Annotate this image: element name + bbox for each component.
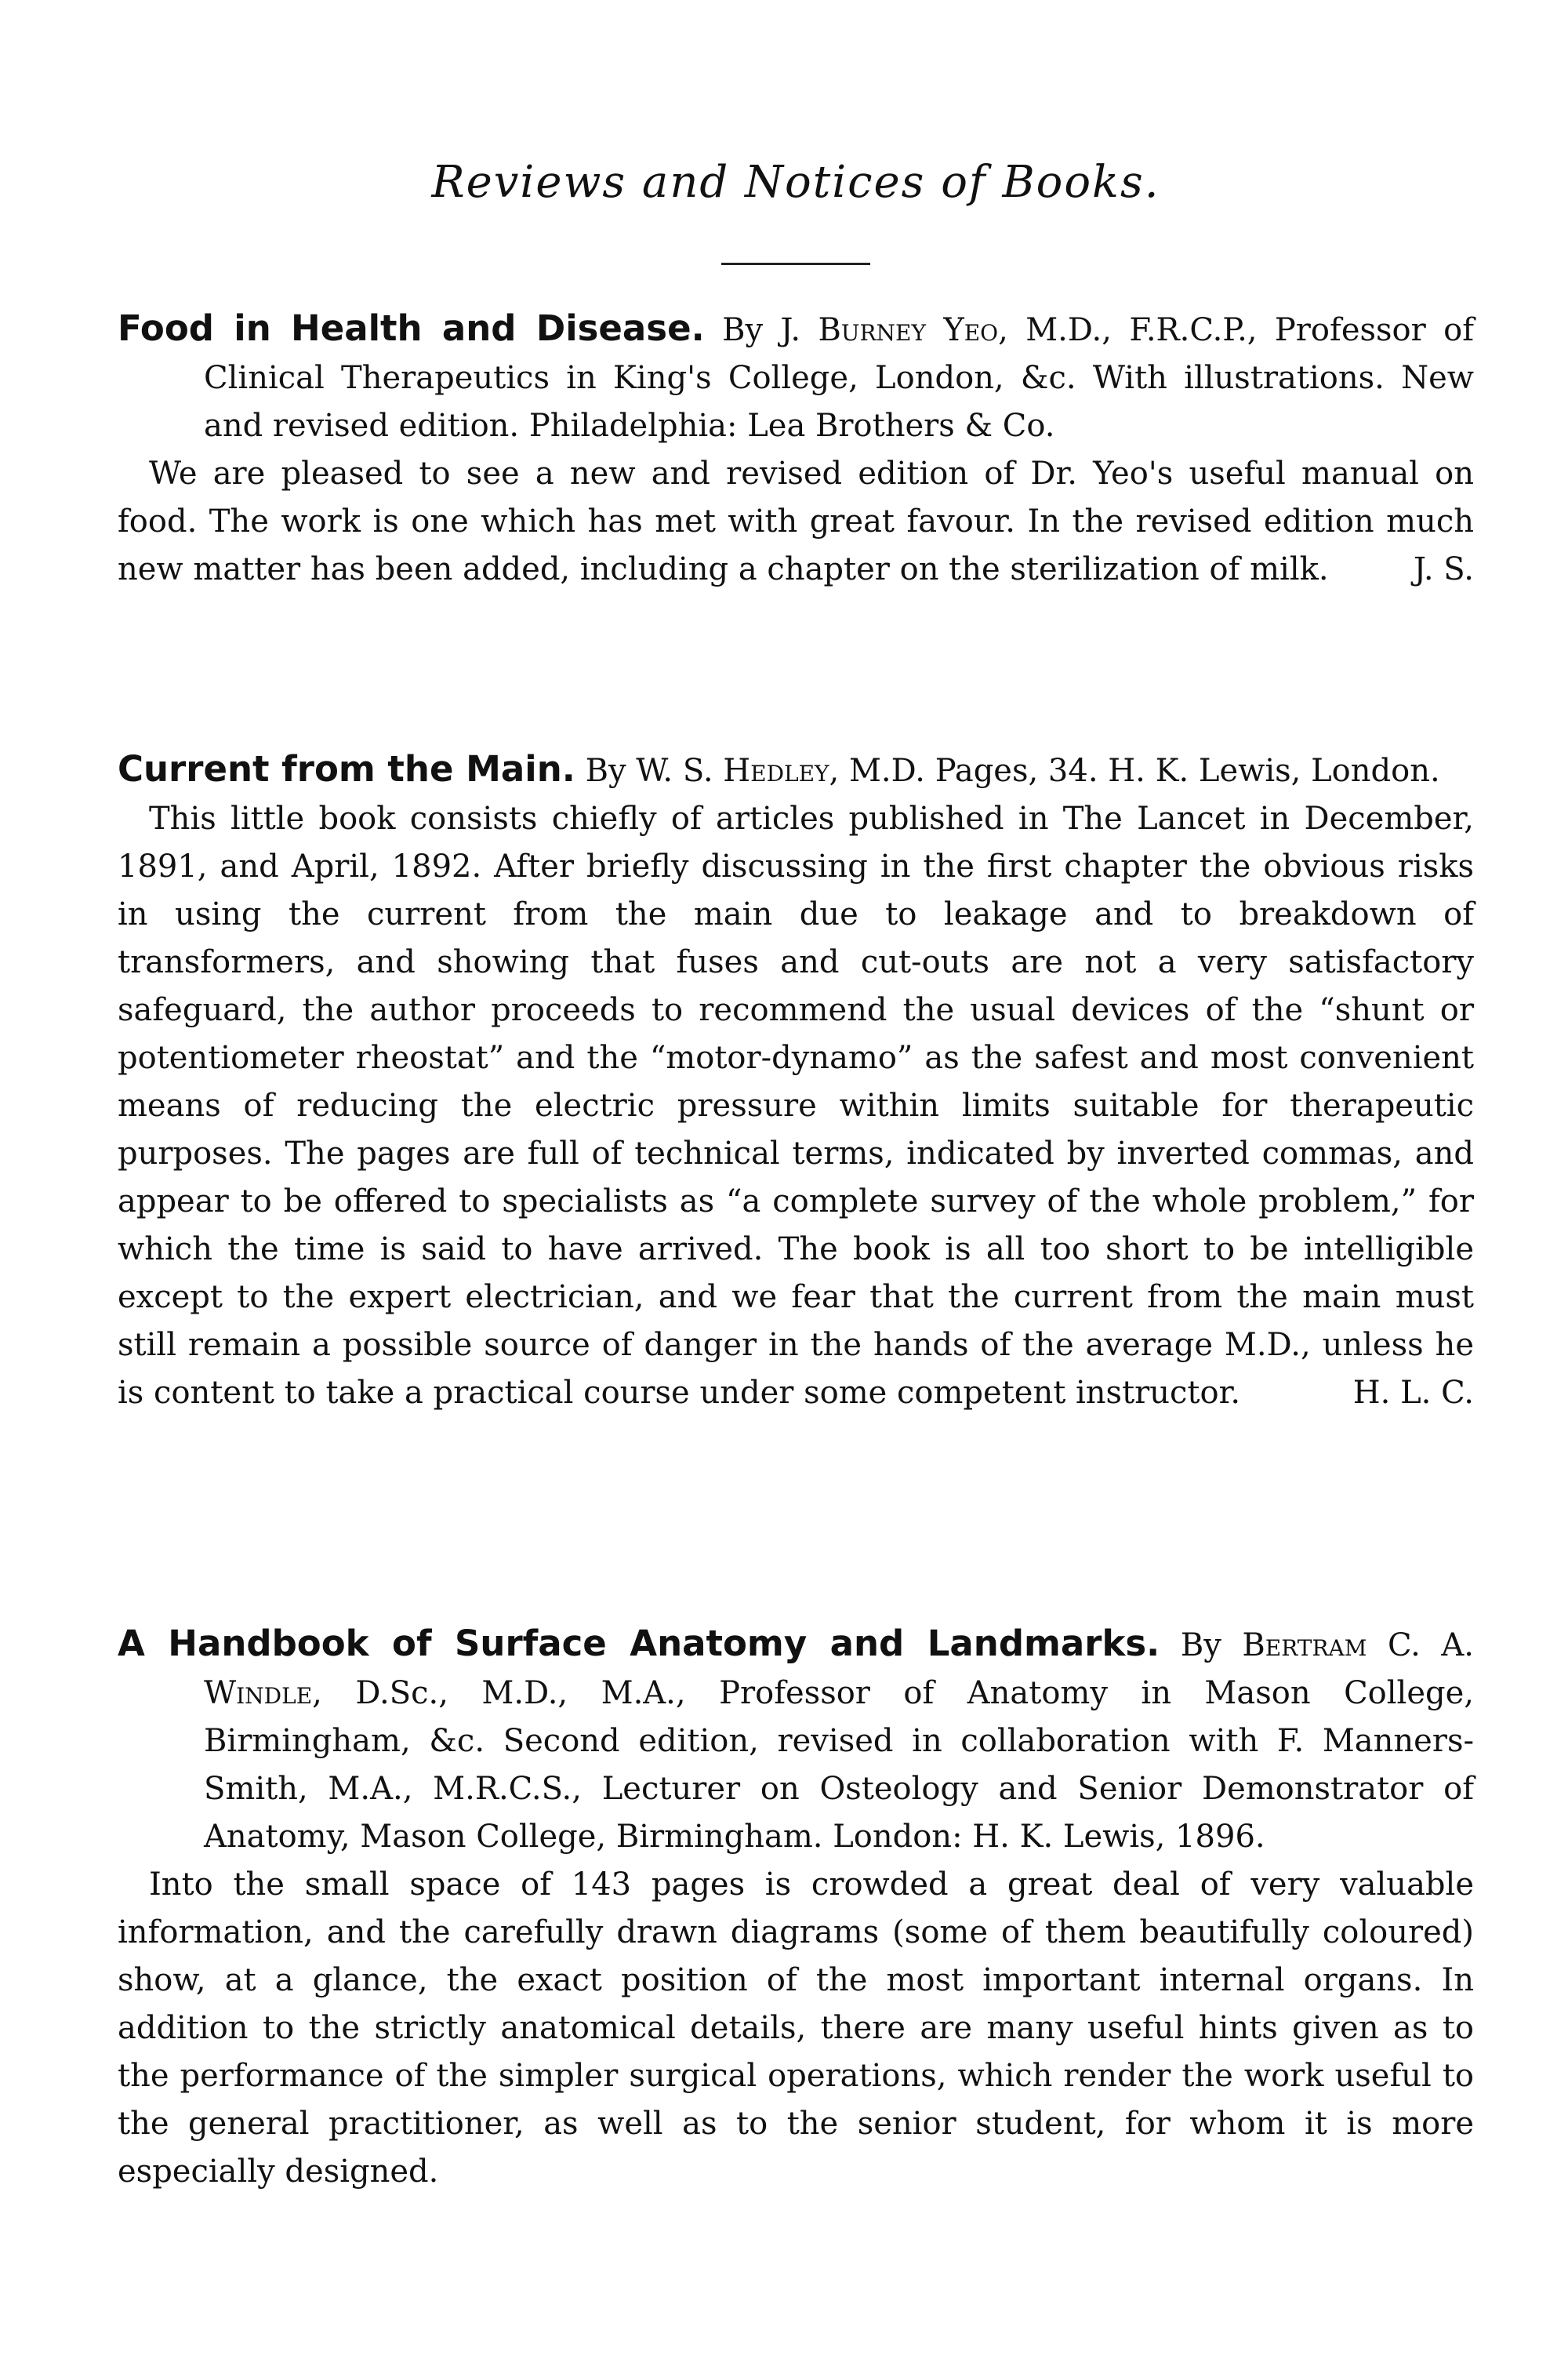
author-name: Hedley xyxy=(723,753,829,789)
book-title: Food in Health and Disease. xyxy=(118,307,705,349)
review-body xyxy=(118,795,1474,1417)
citation-details: , D.Sc., M.D., M.A., Professor of Anatomy in Mason College, Birmingham, &c. Second edition, revised in collaboration with F. Manners-Smith, M.A., M.R.C.S., Lecturer on Osteology and Senior Demonstrator of Anatomy, Mason College, Birmingham. London: H. K. Lewis, 1896. xyxy=(204,1675,1474,1855)
book-title: A Handbook of Surface Anatomy and Landmarks. xyxy=(118,1623,1160,1664)
review-food-in-health xyxy=(118,304,1474,594)
review-surface-anatomy xyxy=(118,1619,1474,2196)
heading-divider xyxy=(721,263,870,265)
review-text: We are pleased to see a new and revised edition of Dr. Yeo's useful manual on food. The work is one which has met with great favour. In the revised edition much new matter has been added, including a chapter on the sterilization of milk. xyxy=(118,456,1474,587)
page xyxy=(118,0,1474,2359)
review-current-from-main xyxy=(118,745,1474,1417)
review-text: Into the small space of 143 pages is crowded a great deal of very valuable information, and the carefully drawn diagrams (some of them beautifully coloured) show, at a glance, the exact position of the most important internal organs. In addition to the strictly anatomical details, there are many useful hints given as to the performance of the simpler surgical operations, which render the work useful to the general practitioner, as well as to the senior student, for whom it is more especially designed. xyxy=(118,1866,1474,2190)
review-citation xyxy=(118,304,1474,450)
reviewer-signature: J. S. xyxy=(1413,551,1474,587)
review-body xyxy=(118,450,1474,594)
citation-details: , M.D., F.R.C.P., Professor of Clinical Therapeutics in King's College, London, &c. With illustrations. New and revised edition. Philadelphia: Lea Brothers & Co. xyxy=(204,312,1475,444)
review-citation xyxy=(118,745,1474,795)
page-heading: Reviews and Notices of Books. xyxy=(431,157,1160,208)
review-text: This little book consists chiefly of articles published in The Lancet in December, 1891, and April, 1892. After briefly discussing in the first chapter the obvious risks in using the current from the main due to leakage and to breakdown of transformers, and showing that fuses and cut-outs are not a very satisfactory safeguard, the author proceeds to recommend the usual devices of the “shunt or potentiometer rheostat” and the “motor-dynamo” as the safest and most convenient means of reducing the electric pressure within limits suitable for therapeutic purposes. The pages are full of technical terms, indicated by inverted commas, and appear to be offered to specialists as “a complete survey of the whole problem,” for which the time is said to have arrived. The book is all too short to be intelligible except to the expert electrician, and we fear that the current from the main must still remain a possible source of danger in the hands of the average M.D., unless he is content to take a practical course under some competent instructor. xyxy=(118,801,1474,1411)
by-label: By xyxy=(1180,1627,1221,1663)
review-citation xyxy=(118,1619,1474,1861)
reviewer-signature: H. L. C. xyxy=(1352,1375,1474,1411)
by-label: By W. S. xyxy=(585,753,713,789)
author-name: Burney Yeo xyxy=(818,312,999,348)
by-label: By J. xyxy=(722,312,801,348)
citation-details: , M.D. Pages, 34. H. K. Lewis, London. xyxy=(829,753,1440,789)
review-body xyxy=(118,1861,1474,2196)
author-name: Bertram C. A. Windle xyxy=(204,1627,1475,1711)
book-title: Current from the Main. xyxy=(118,748,575,790)
